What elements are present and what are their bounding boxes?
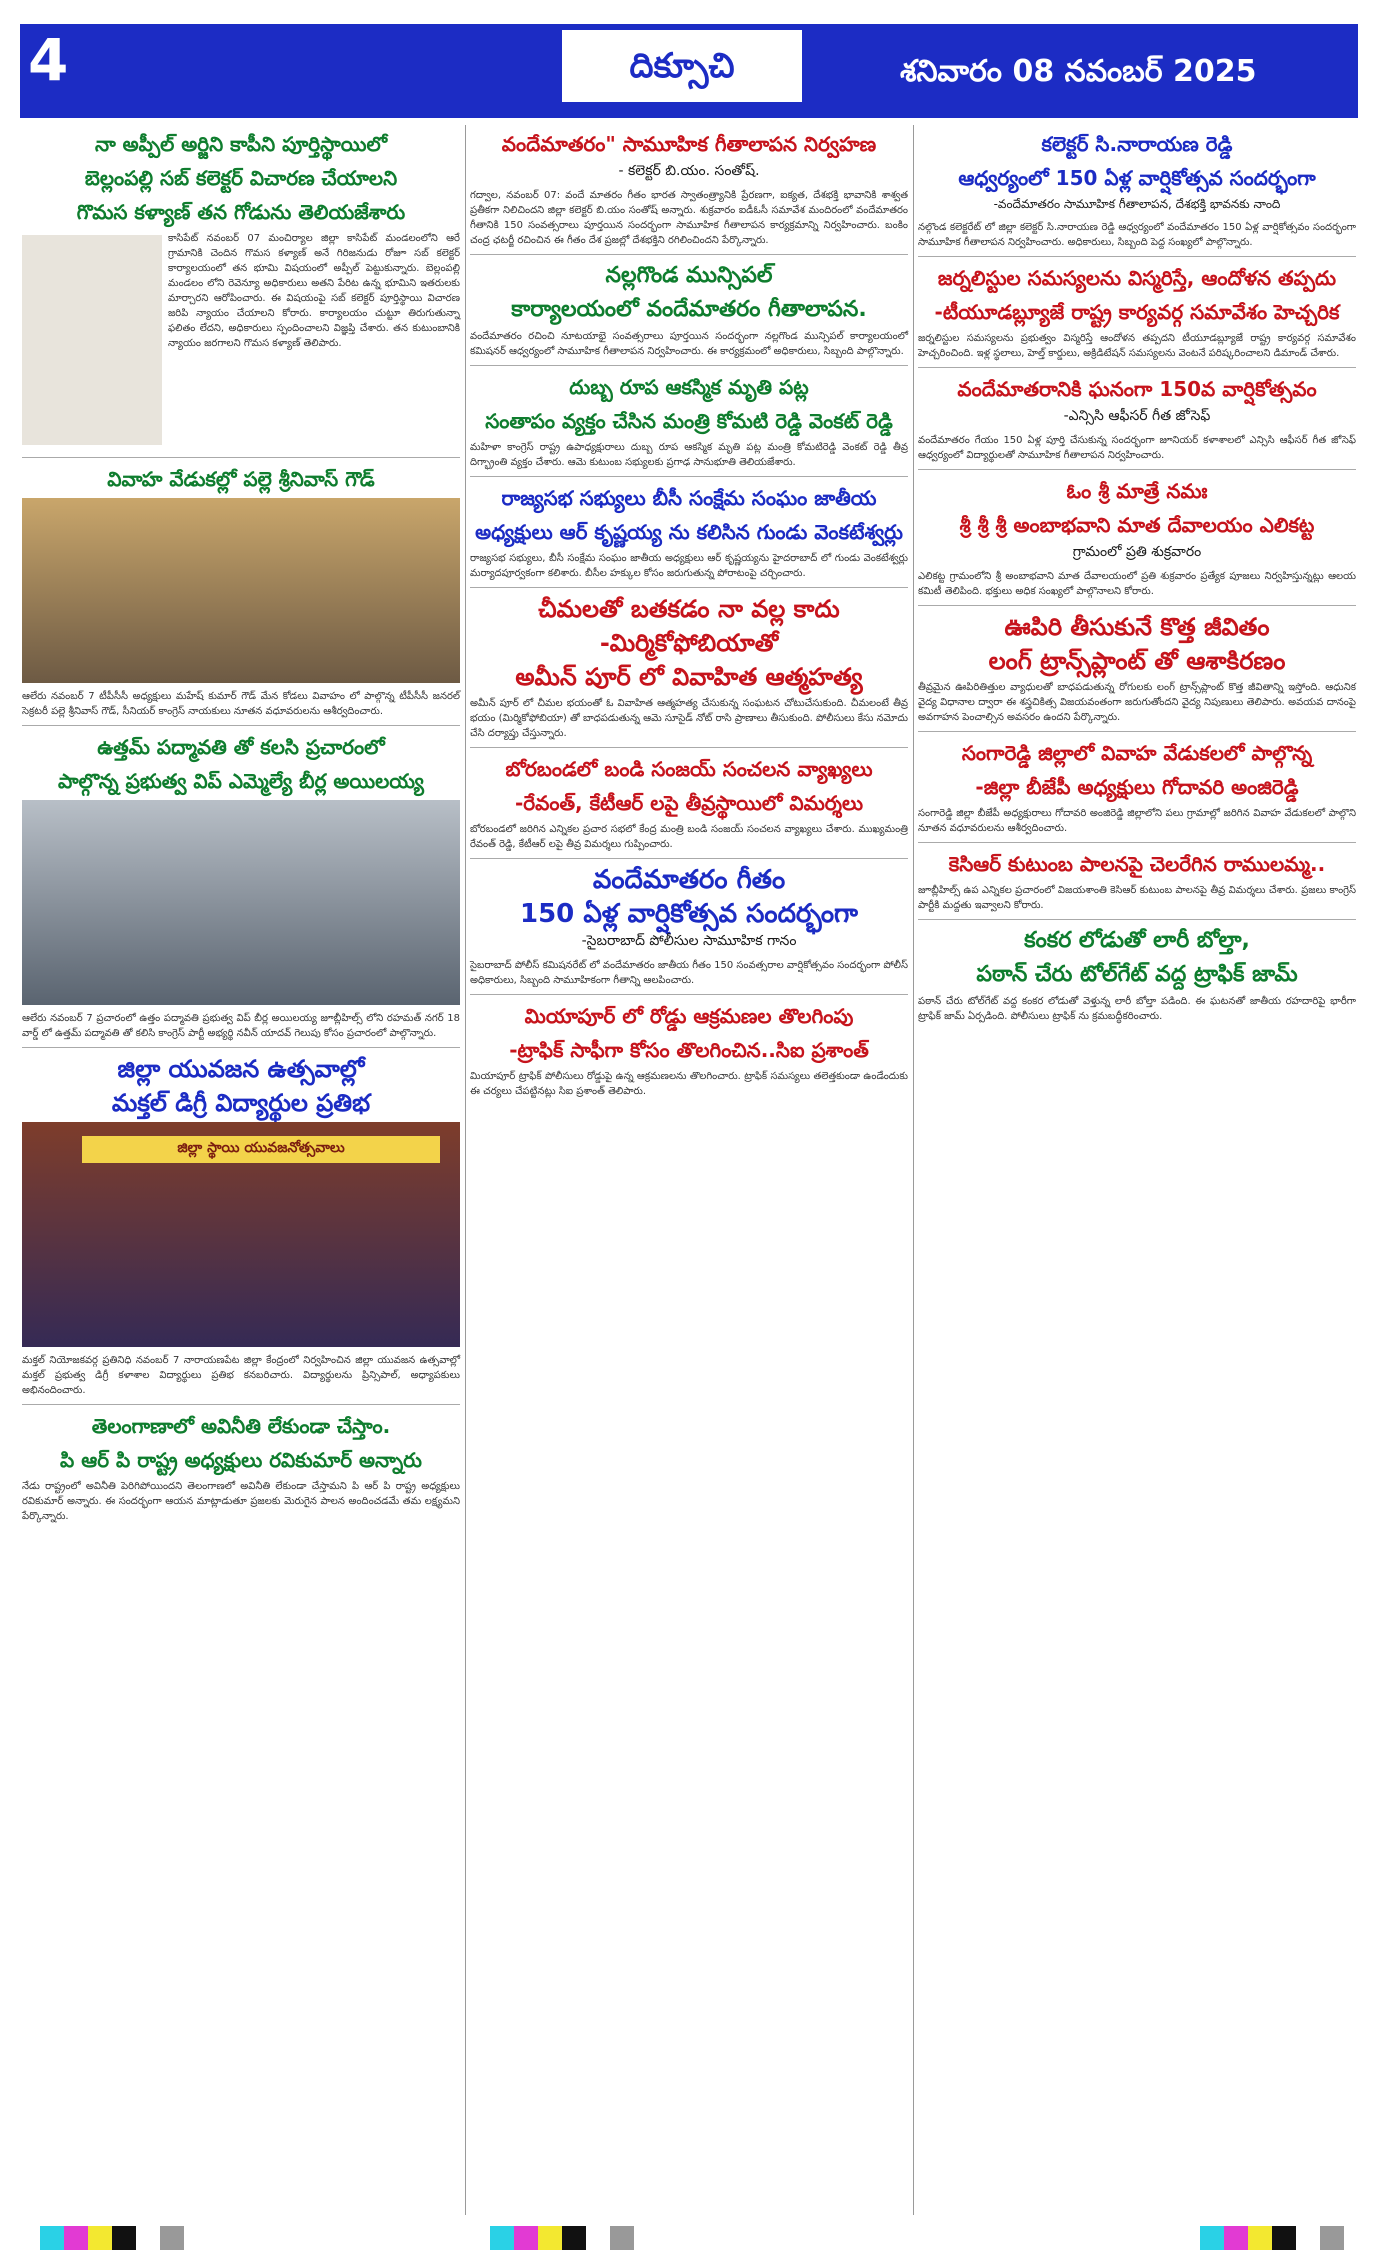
column-2 [470,125,908,1105]
article-body: జర్నలిస్టుల సమస్యలను ప్రభుత్వం విస్మరిస్తే ఆందోళన తప్పదని టీయూడబ్ల్యూజే రాష్ట్ర కార్యవర్గ సమావేశం హెచ్చరించింది. ఇళ్ల స్థలాలు, హెల్త్ కార్డులు, అక్రిడిటేషన్ సమస్యలను వెంటనే పరిష్కరించాలని డిమాండ్ చేశారు. [918,333,1356,359]
article-cyberabad-police [470,865,908,988]
article-palle-srinivas [22,464,460,719]
headline: శ్రీ శ్రీ శ్రీ అంబాభవాని మాత దేవాలయం ఎలికట్ట [959,513,1315,537]
article-body: బోరబండలో జరిగిన ఎన్నికల ప్రచార సభలో కేంద్ర మంత్రి బండి సంజయ్ సంచలన వ్యాఖ్యలు చేశారు. ముఖ్యమంత్రి రేవంత్ రెడ్డి, కేటీఆర్ లపై తీవ్ర విమర్శలు గుప్పించారు. [470,824,908,850]
divider [918,842,1356,843]
headline: కలెక్టర్ సి.నారాయణ రెడ్డి [1041,132,1233,156]
headline: వందేమాతరం" సామూహిక గీతాలాపన నిర్వహణ [501,132,877,156]
divider [470,858,908,859]
headline: 150 ఏళ్ల వార్షికోత్సవ సందర్భంగా [520,899,858,929]
headline: అధ్యక్షులు ఆర్ కృష్ణయ్య ను కలిసిన గుండు వెంకటేశ్వర్లు [475,520,903,544]
headline: -మిర్మికోఫోబియాతో [599,629,779,657]
wedding-photo [22,498,460,683]
article-body: మహిళా కాంగ్రెస్ రాష్ట్ర ఉపాధ్యక్షురాలు దుబ్బ రూప ఆకస్మిక మృతి పట్ల మంత్రి కోమటిరెడ్డి వెంకట్ రెడ్డి తీవ్ర దిగ్భ్రాంతి వ్యక్తం చేశారు. ఆమె కుటుంబ సభ్యులకు ప్రగాఢ సానుభూతి తెలియజేశారు. [470,442,908,468]
divider [22,457,460,458]
students-photo [22,1122,460,1347]
article-body: వందేమాతరం గేయం 150 ఏళ్ల పూర్తి చేసుకున్న సందర్భంగా జూనియర్ కళాశాలలో ఎన్సిసి ఆఫీసర్ గీత జోసెఫ్ ఆధ్వర్యంలో విద్యార్థులతో సామూహిక గీతాలాపన నిర్వహించారు. [918,435,1356,461]
headline: మియాపూర్ లో రోడ్డు ఆక్రమణల తొలగింపు [524,1004,854,1028]
color-registration-marks [490,2226,634,2250]
article-body: ఎలికట్ట గ్రామంలోని శ్రీ అంబాభవాని మాత దేవాలయంలో ప్రతి శుక్రవారం ప్రత్యేక పూజలు నిర్వహిస్తున్నట్లు ఆలయ కమిటీ తెలిపింది. భక్తులు అధిక సంఖ్యలో పాల్గొనాలని కోరారు. [918,571,1356,597]
article-sangareddy-bjp [918,738,1356,836]
headline: ఉత్తమ్ పద్మావతి తో కలసి ప్రచారంలో [97,735,385,759]
article-body: సైబరాబాద్ పోలీస్ కమిషనరేట్ లో వందేమాతరం జాతీయ గీతం 150 సంవత్సరాల వార్షికోత్సవం సందర్భంగా పోలీస్ అధికారులు, సిబ్బంది సామూహికంగా గీతాన్ని ఆలపించారు. [470,960,908,986]
headline: వివాహ వేడుకల్లో పల్లె శ్రీనివాస్ గౌడ్ [107,467,375,491]
divider [22,1404,460,1405]
article-ncc-vandemataram [918,374,1356,463]
article-bandi-sanjay [470,754,908,852]
article-body: ఆలేరు నవంబర్ 7 ప్రచారంలో ఉత్తం పద్మావతి ప్రభుత్వ విప్ బీర్ల అయిలయ్య జూబ్లీహిల్స్ లోని రహమత్ నగర్ 18 వార్డ్ లో ఉత్తమ్ పద్మావతి తో కలిసి కాంగ్రెస్ పార్టీ అభ్యర్థి నవీన్ యాదవ్ గెలుపు కోసం ప్రచారంలో పాల్గొన్నారు. [22,1013,460,1039]
article-collector-narayana-reddy [918,129,1356,250]
headline: పఠాన్ చేరు టోల్‌గేట్ వద్ద ట్రాఫిక్ జామ్ [976,962,1298,987]
article-lung-transplant [918,612,1356,725]
divider [918,256,1356,257]
byline: -వందేమాతరం సామూహిక గీతాలాపన, దేశభక్తి భావనకు నాంది [993,197,1281,211]
divider [470,476,908,477]
divider [470,254,908,255]
campaign-photo [22,800,460,1005]
article-nalgonda-municipal [470,261,908,359]
article-prp-corruption [22,1411,460,1524]
article-body: రాజ్యసభ సభ్యులు, బీసీ సంక్షేమ సంఘం జాతీయ అధ్యక్షులు ఆర్ కృష్ణయ్యను హైదరాబాద్ లో గుండు వెంకటేశ్వర్లు మర్యాదపూర్వకంగా కలిశారు. బీసీల హక్కుల కోసం జరుగుతున్న పోరాటంపై చర్చించారు. [470,553,908,579]
divider [470,747,908,748]
headline: లంగ్ ట్రాన్స్‌ప్లాంట్ తో ఆశాకిరణం [988,647,1286,675]
masthead-logo: దిక్సూచి [560,28,804,104]
article-tuwj [918,263,1356,361]
article-uttam-padmavathi [22,732,460,1041]
headline: వందేమాతరం గీతం [592,865,786,895]
byline: -ఎన్సిసి ఆఫీసర్ గీత జోసెఫ్ [1063,408,1211,424]
headline: అమీన్ పూర్ లో వివాహిత ఆత్మహత్య [515,663,863,691]
article-miyapur-encroachment [470,1001,908,1099]
divider [22,725,460,726]
headline: కంకర లోడుతో లారీ బోల్తా, [1024,928,1250,953]
divider [918,469,1356,470]
article-body: గద్వాల, నవంబర్ 07: వందే మాతరం గీతం భారత స్వాతంత్ర్యానికి ప్రేరణగా, ఐక్యత, దేశభక్తి భావానికి శాశ్వత ప్రతీకగా నిలిచిందని జిల్లా కలెక్టర్ బి.యం సంతోష్ అన్నారు. శుక్రవారం ఐడీఓసీ సమావేశ మందిరంలో వందేమాతరం గీతానికి 150 సంవత్సరాలు పూర్తయిన సందర్భంగా సామూహిక గీతాలాపన కార్యక్రమాన్ని నిర్వహించారు. బంకిం చంద్ర ఛటర్జీ రచించిన ఈ గీతం దేశ ప్రజల్లో దేశభక్తిని రగిలించిందని పేర్కొన్నారు. [470,190,908,246]
divider [470,994,908,995]
article-body: కాసిపేట్ నవంబర్ 07 మంచిర్యాల జిల్లా కాసిపేట్ మండలంలోని ఆరే గ్రామానికి చెందిన గొమస కళ్యాణ్ అనే గిరిజనుడు రోజూ సబ్ కలెక్టర్ కార్యాలయంలో తన భూమి విషయంలో అప్పీల్ పెట్టుకున్నారు. బెల్లంపల్లి మండలం లోని రెవెన్యూ అధికారులు అతని పేరిట ఉన్న భూమిని ఇతరులకు మార్చారని ఆరోపించారు. ఈ విషయంపై సబ్ కలెక్టర్ పూర్తిస్థాయి విచారణ జరిపి న్యాయం చేయాలని కోరారు. కార్యాలయం చుట్టూ తిరుగుతున్నా ఫలితం లేదని, అధికారులు స్పందించాలని విజ్ఞప్తి చేశారు. తన కుటుంబానికి న్యాయం జరగాలని గొమస కళ్యాణ్ తెలిపారు. [168,233,460,349]
article-krishnaiah [470,483,908,581]
color-registration-marks [1200,2226,1344,2250]
column-divider [465,125,466,2215]
issue-date: శనివారం 08 నవంబర్ 2025 [900,54,1257,89]
photo-banner: జిల్లా స్థాయి యువజనోత్సవాలు [82,1136,440,1163]
headline: బెల్లంపల్లి సబ్ కలెక్టర్ విచారణ చేయాలని [84,166,398,190]
headline: సంగారెడ్డి జిల్లాలో వివాహ వేడుకలలో పాల్గొన్న [961,741,1313,765]
article-myrmecophobia [470,594,908,741]
headline: కార్యాలయంలో వందేమాతరం గీతాలాపన. [511,297,867,322]
headline: పాల్గొన్న ప్రభుత్వ విప్ ఎమ్మెల్యే బీర్ల అయిలయ్య [58,769,424,793]
article-sub-collector-appeal [22,129,460,451]
article-body: జూబ్లీహిల్స్ ఉప ఎన్నికల ప్రచారంలో విజయశాంతి కెసిఆర్ కుటుంబ పాలనపై తీవ్ర విమర్శలు చేశారు. ప్రజలు కాంగ్రెస్ పార్టీకి మద్దతు ఇవ్వాలని కోరారు. [918,885,1356,911]
headline: రాజ్యసభ సభ్యులు బీసీ సంక్షేమ సంఘం జాతీయ [501,486,877,510]
column-1 [22,125,460,1530]
article-vandemataram-gadwal [470,129,908,248]
headline: ఊపిరి తీసుకునే కొత్త జీవితం [1004,613,1270,641]
article-dubba-roopa [470,372,908,470]
headline: ఆధ్వర్యంలో 150 ఏళ్ల వార్షికోత్సవ సందర్భంగా [958,166,1316,190]
headline: కెసిఆర్ కుటుంబ పాలనపై చెలరేగిన రాములమ్మ.. [948,852,1326,876]
article-ambabhavani-temple [918,476,1356,599]
divider [22,1047,460,1048]
headline: జర్నలిస్టుల సమస్యలను విస్మరిస్తే, ఆందోళన తప్పదు [937,266,1337,290]
headline: జిల్లా యువజన ఉత్సవాల్లో [117,1055,365,1083]
article-youth-festival [22,1054,460,1398]
article-body: మక్తల్ నియోజకవర్గ ప్రతినిధి నవంబర్ 7 నారాయణపేట జిల్లా కేంద్రంలో నిర్వహించిన జిల్లా యువజన ఉత్సవాల్లో మక్తల్ ప్రభుత్వ డిగ్రీ కళాశాల విద్యార్థులు ప్రతిభ కనబరిచారు. విద్యార్థులను ప్రిన్సిపాల్, అధ్యాపకులు అభినందించారు. [22,1355,460,1396]
article-body: నల్గొండ కలెక్టరేట్ లో జిల్లా కలెక్టర్ సి.నారాయణ రెడ్డి ఆధ్వర్యంలో వందేమాతరం 150 ఏళ్ల వార్షికోత్సవం సందర్భంగా సామూహిక గీతాలాపన నిర్వహించారు. అధికారులు, సిబ్బంది పెద్ద సంఖ్యలో పాల్గొన్నారు. [918,222,1356,248]
article-body: సంగారెడ్డి జిల్లా బీజేపీ అధ్యక్షురాలు గోదావరి అంజిరెడ్డి జిల్లాలోని పలు గ్రామాల్లో జరిగిన వివాహ వేడుకలలో పాల్గొని నూతన వధూవరులను ఆశీర్వదించారు. [918,808,1356,834]
headline: పి ఆర్ పి రాష్ట్ర అధ్యక్షులు రవికుమార్ అన్నారు [60,1448,422,1472]
article-body: నేడు రాష్ట్రంలో అవినీతి పెరిగిపోయిందని తెలంగాణలో అవినీతి లేకుండా చేస్తామని పి ఆర్ పి రాష్ట్ర అధ్యక్షులు రవికుమార్ అన్నారు. ఈ సందర్భంగా ఆయన మాట్లాడుతూ ప్రజలకు మెరుగైన పాలన అందించడమే తమ లక్ష్యమని పేర్కొన్నారు. [22,1481,460,1522]
headline: చీమలతో బతకడం నా వల్ల కాదు [538,595,840,623]
column-3 [918,125,1356,1030]
article-body: ఆలేరు నవంబర్ 7 టీపీసీసీ అధ్యక్షులు మహేష్ కుమార్ గౌడ్ మేన కోడలు వివాహం లో పాల్గొన్న టీపీసీసీ జనరల్ సెక్రటరీ పల్లె శ్రీనివాస్ గౌడ్, సీనియర్ కాంగ్రెస్ నాయకులు నూతన వధూవరులను ఆశీర్వదించారు. [22,691,460,717]
headline: -ట్రాఫిక్ సాఫీగా కోసం తొలగించిన..సిఐ ప్రశాంత్ [509,1038,869,1062]
divider [918,919,1356,920]
byline: గ్రామంలో ప్రతి శుక్రవారం [1072,544,1202,560]
divider [470,365,908,366]
article-lorry-overturn [918,926,1356,1024]
headline: మక్తల్ డిగ్రీ విద్యార్థుల ప్రతిభ [111,1089,371,1117]
headline: నల్లగొండ మున్సిపల్ [605,263,773,288]
divider [918,605,1356,606]
column-divider [913,125,914,2215]
article-body: పఠాన్ చేరు టోల్‌గేట్ వద్ద కంకర లోడుతో వెళ్తున్న లారీ బోల్తా పడింది. ఈ ఘటనతో జాతీయ రహదారిపై భారీగా ట్రాఫిక్ జామ్ ఏర్పడింది. పోలీసులు ట్రాఫిక్ ను క్రమబద్ధీకరించారు. [918,996,1356,1022]
article-body: మియాపూర్ ట్రాఫిక్ పోలీసులు రోడ్డుపై ఉన్న ఆక్రమణలను తొలగించారు. ట్రాఫిక్ సమస్యలు తలెత్తకుండా ఉండేందుకు ఈ చర్యలు చేపట్టినట్లు సిఐ ప్రశాంత్ తెలిపారు. [470,1071,908,1097]
color-registration-marks [40,2226,184,2250]
headline: దుబ్బ రూప ఆకస్మిక మృతి పట్ల [569,375,809,399]
headline: తెలంగాణాలో అవినీతి లేకుండా చేస్తాం. [91,1414,391,1438]
article-ramulamma [918,849,1356,913]
headline: -జిల్లా బీజేపీ అధ్యక్షులు గోదావరి అంజిరెడ్డి [975,775,1299,799]
headline: సంతాపం వ్యక్తం చేసిన మంత్రి కోమటి రెడ్డి వెంకట్ రెడ్డి [485,409,893,433]
divider [918,367,1356,368]
headline: -రేవంత్, కేటీఆర్ లపై తీవ్రస్థాయిలో విమర్శలు [514,791,864,815]
letter-photo [22,235,162,445]
divider [918,731,1356,732]
page-number: 4 [28,26,69,94]
headline: నా అప్పీల్ అర్జిని కాపీని పూర్తిస్థాయిలో [94,132,388,156]
headline: వందేమాతరానికి ఘనంగా 150వ వార్షికోత్సవం [957,377,1317,401]
article-body: అమీన్ పూర్ లో చీమల భయంతో ఓ వివాహిత ఆత్మహత్య చేసుకున్న సంఘటన చోటుచేసుకుంది. చీమలంటే తీవ్ర భయం (మిర్మికోఫోబియా) తో బాధపడుతున్న ఆమె సూసైడ్ నోట్ రాసి ప్రాణాలు తీసుకుంది. పోలీసులు కేసు నమోదు చేసి దర్యాప్తు చేస్తున్నారు. [470,698,908,739]
headline: ఓం శ్రీ మాత్రే నమః [1066,479,1208,503]
headline: గొమస కళ్యాణ్ తన గోడును తెలియజేశారు [76,200,406,224]
divider [470,587,908,588]
article-body: వందేమాతరం రచించి నూటయాభై సంవత్సరాలు పూర్తయిన సందర్భంగా నల్లగొండ మున్సిపల్ కార్యాలయంలో కమిషనర్ ఆధ్వర్యంలో సామూహిక గీతాలాపన నిర్వహించారు. ఈ కార్యక్రమంలో అధికారులు, సిబ్బంది పాల్గొన్నారు. [470,331,908,357]
headline: బోరబండలో బండి సంజయ్ సంచలన వ్యాఖ్యలు [505,757,873,781]
headline: -టీయూడబ్ల్యూజే రాష్ట్ర కార్యవర్గ సమావేశం హెచ్చరిక [934,300,1340,324]
article-body: తీవ్రమైన ఊపిరితిత్తుల వ్యాధులతో బాధపడుతున్న రోగులకు లంగ్ ట్రాన్స్‌ప్లాంట్ కొత్త జీవితాన్ని ఇస్తోంది. ఆధునిక వైద్య విధానాల ద్వారా ఈ శస్త్రచికిత్స విజయవంతంగా జరుగుతోందని వైద్య నిపుణులు తెలిపారు. అవయవ దానంపై అవగాహన పెంచాల్సిన అవసరం ఉందని పేర్కొన్నారు. [918,682,1356,723]
byline: -సైబరాబాద్ పోలీసుల సామూహిక గానం [581,933,797,949]
byline: - కలెక్టర్ బి.యం. సంతోష్. [618,163,760,179]
